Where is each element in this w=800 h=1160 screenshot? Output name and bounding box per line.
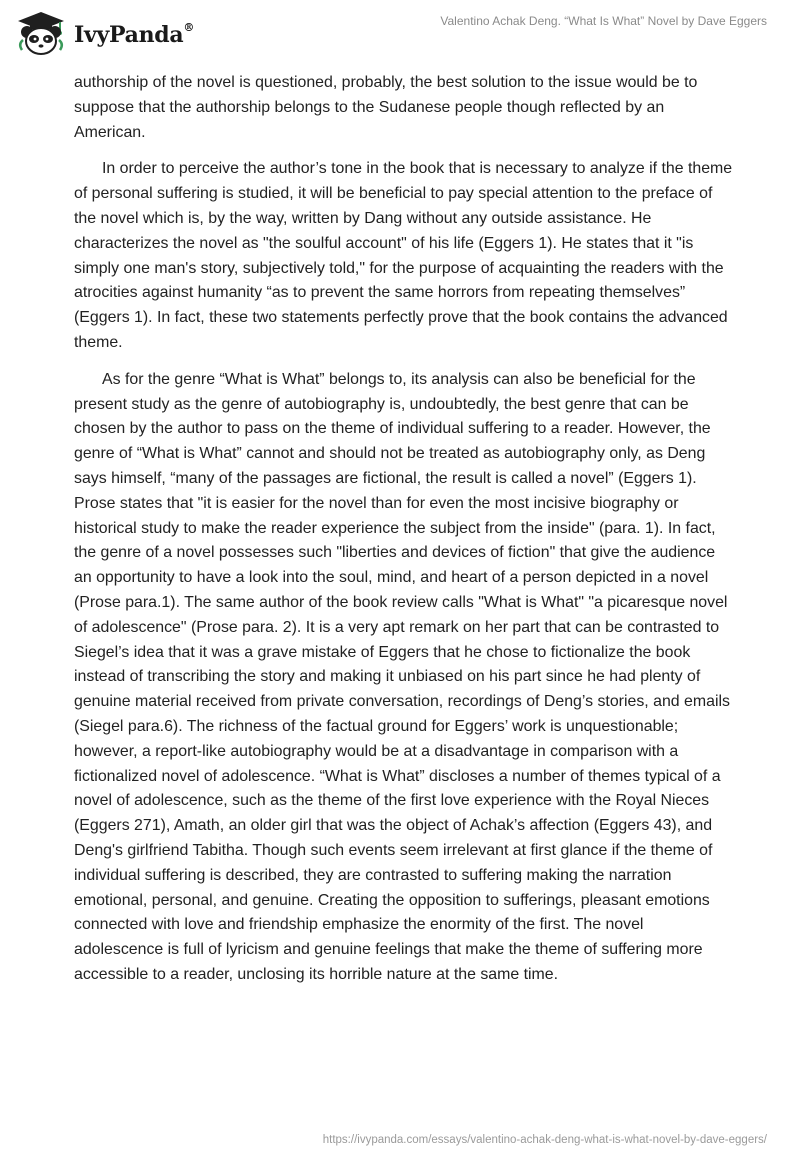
paragraph-1: authorship of the novel is questioned, probably, the best solution to the issue would be to suppose that the authorship belongs to the Sudanese people though reflected by an American. [74,74,698,141]
document-title: Valentino Achak Deng. “What Is What” Novel by Dave Eggers [440,14,767,28]
ivypanda-logo[interactable] [14,10,194,56]
paragraph-2: In order to perceive the author’s tone in the book that is necessary to analyze if the theme of personal suffering is studied, it will be beneficial to pay special attention to the preface of the novel which is, by the way, written by Dang without any outside assistance. He characterizes the novel as "the soulful account" of his life (Eggers 1). He states that it "is simply one man's story, subjectively told," for the purpose of acquainting the readers with the atrocities against humanity “as to prevent the same horrors from repeating themselves” (Eggers 1). In fact, these two statements perfectly prove that the book contains the advanced theme. [74,160,733,351]
panda-graduate-icon [14,10,68,56]
source-url[interactable]: https://ivypanda.com/essays/valentino-achak-deng-what-is-what-novel-by-dave-eggers/ [322,1134,767,1146]
page-header [0,0,800,68]
registered-mark: ® [183,20,195,34]
logo-wordmark [74,22,194,48]
paragraph-3: As for the genre “What is What” belongs to, its analysis can also be beneficial for the present study as the genre of autobiography is, undoubtedly, the best genre that can be chosen by the author to pass on the theme of individual suffering to a reader. However, the genre of “What is What” cannot and should not be treated as autobiography only, as Deng says himself, “many of the passages are fictional, the result is called a novel” (Eggers 1). Prose states that "it is easier for the novel than for even the most incisive biography or historical study to make the reader experience the subject from the inside" (para. 1). In fact, the genre of a novel possesses such "liberties and devices of fiction" that give the audience an opportunity to have a look into the soul, mind, and heart of a person depicted in a novel (Prose para.1). The same author of the book review calls "What is What" "a picaresque novel of adolescence" (Prose para. 2). It is a very apt remark on her part that can be contrasted to Siegel’s idea that it was a grave mistake of Eggers that he chose to fictionalize the book instead of transcribing the story and making it unbiased on his part since he had plenty of genuine material received from private conversation, recordings of Deng’s stories, and emails (Siegel para.6). The richness of the factual ground for Eggers’ work is unquestionable; however, a report-like autobiography would be at a disadvantage in comparison with a fictionalized novel of adolescence. “What is What” discloses a number of themes typical of a novel of adolescence, such as the theme of the first love experience with the Royal Nieces (Eggers 271), Amath, an older girl that was the object of Achak’s affection (Eggers 43), and Deng's girlfriend Tabitha. Though such events seem irrelevant at first glance if the theme of individual suffering is described, they are contrasted to suffering making the narration emotional, personal, and genuine. Creating the opposition to sufferings, pleasant emotions connected with love and friendship emphasize the enormity of the first. The novel adolescence is full of lyricism and genuine feelings that make the theme of suffering more accessible to a reader, unclosing its horrible nature at the same time. [74,370,730,983]
logo-name: IvyPanda [74,22,184,48]
essay-body [74,71,734,1000]
